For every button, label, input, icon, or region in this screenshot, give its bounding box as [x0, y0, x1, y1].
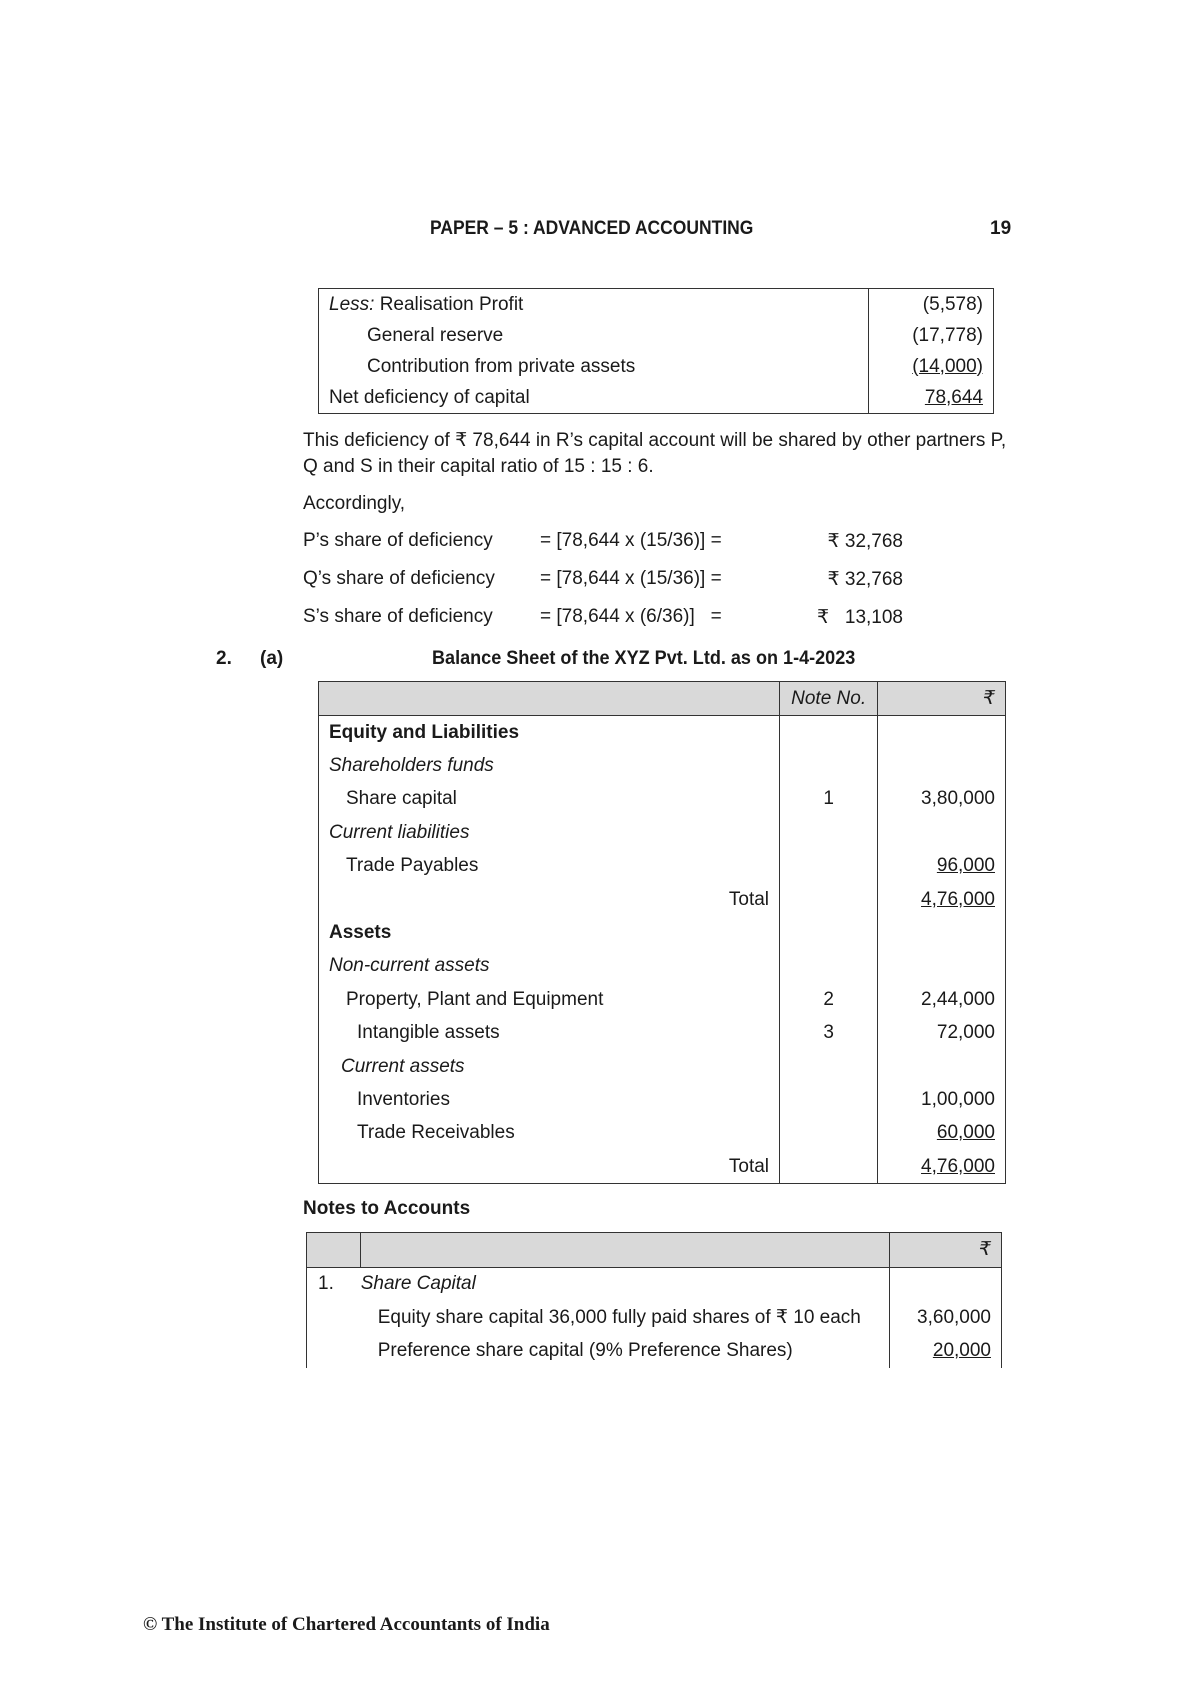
notes-table — [306, 1232, 1002, 1368]
row-amount: 96,000 — [936, 855, 995, 877]
row-amount: (5,578) — [922, 293, 983, 315]
share-formula: = [78,644 x (15/36)] = — [540, 568, 722, 589]
table-header-row — [307, 1233, 1002, 1268]
table-row — [319, 883, 1006, 916]
row-amount: 20,000 — [932, 1340, 991, 1362]
question-number: 2. — [216, 648, 232, 669]
rupee-header: ₹ — [878, 682, 1006, 716]
subsection-heading: Non-current assets — [319, 950, 780, 983]
note-number: 1. — [318, 1273, 334, 1295]
row-label: Preference share capital (9% Preference Shares) — [377, 1340, 793, 1362]
table-row — [319, 950, 1006, 983]
row-amount: 2,44,000 — [921, 988, 995, 1010]
table-row — [319, 783, 1006, 816]
rupee-header: ₹ — [889, 1233, 1001, 1268]
row-note: 3 — [780, 1017, 878, 1050]
total-label: Total — [319, 1150, 780, 1184]
table-row — [319, 1083, 1006, 1116]
page-header-title: PAPER – 5 : ADVANCED ACCOUNTING — [430, 218, 754, 239]
question-part: (a) — [260, 648, 284, 669]
row-label: General reserve — [319, 320, 869, 351]
share-row-p — [303, 530, 903, 568]
table-row — [319, 1150, 1006, 1184]
row-amount: 1,00,000 — [921, 1088, 995, 1110]
section-heading: Assets — [319, 916, 780, 949]
row-label: Trade Receivables — [319, 1117, 780, 1150]
table-row — [319, 382, 994, 414]
table-row — [319, 351, 994, 382]
row-amount: (17,778) — [912, 324, 983, 346]
table-row — [319, 749, 1006, 782]
deficiency-paragraph: This deficiency of ₹ 78,644 in R’s capital account will be shared by other partners P, Q and S in their capital ratio of 15 : 15 : 6. — [303, 430, 1007, 477]
section-heading: Equity and Liabilities — [319, 716, 780, 750]
row-label: Inventories — [319, 1083, 780, 1116]
row-note: 1 — [780, 783, 878, 816]
table-row — [307, 1267, 1002, 1301]
share-label: Q’s share of deficiency — [303, 568, 495, 589]
row-amount: (14,000) — [912, 355, 983, 377]
share-amount: ₹ 32,768 — [827, 531, 903, 552]
share-row-s — [303, 606, 903, 644]
note-heading: Share Capital — [361, 1267, 890, 1301]
balance-sheet-table — [318, 681, 1006, 1184]
page-number: 19 — [990, 218, 1012, 239]
row-label: Share capital — [319, 783, 780, 816]
row-note: 2 — [780, 983, 878, 1016]
subsection-heading: Current assets — [319, 1050, 780, 1083]
table-row — [319, 850, 1006, 883]
total-amount: 4,76,000 — [921, 1155, 995, 1177]
table-row — [319, 1050, 1006, 1083]
table-row — [319, 983, 1006, 1016]
row-amount: 72,000 — [936, 1022, 995, 1044]
subsection-heading: Current liabilities — [319, 816, 780, 849]
share-row-q — [303, 568, 903, 606]
table-row — [319, 816, 1006, 849]
table-row — [319, 289, 994, 321]
row-label: Net deficiency of capital — [319, 382, 869, 414]
note-no-header: Note No. — [780, 682, 878, 716]
deficiency-shares — [303, 530, 903, 644]
row-label: Trade Payables — [319, 850, 780, 883]
subsection-heading: Shareholders funds — [319, 749, 780, 782]
row-amount: 60,000 — [936, 1122, 995, 1144]
share-amount: ₹ 32,768 — [827, 569, 903, 590]
row-amount: 78,644 — [924, 386, 983, 408]
row-label: Realisation Profit — [374, 293, 524, 315]
accordingly-text: Accordingly, — [303, 493, 406, 514]
row-label: Intangible assets — [319, 1017, 780, 1050]
table-row — [319, 320, 994, 351]
share-formula: = [78,644 x (15/36)] = — [540, 530, 722, 551]
table-row — [319, 1117, 1006, 1150]
deficiency-table — [318, 288, 994, 414]
table-row — [319, 716, 1006, 750]
share-formula: = [78,644 x (6/36)] = — [540, 606, 722, 627]
table-row — [319, 916, 1006, 949]
table-row — [307, 1301, 1002, 1335]
share-amount: ₹ 13,108 — [816, 607, 903, 628]
less-prefix: Less: — [329, 293, 375, 315]
row-label: Equity share capital 36,000 fully paid shares of ₹ 10 each — [377, 1307, 861, 1329]
total-amount: 4,76,000 — [921, 888, 995, 910]
copyright-footer: © The Institute of Chartered Accountants of India — [143, 1614, 550, 1635]
balance-sheet-title: Balance Sheet of the XYZ Pvt. Ltd. as on 1-4-2023 — [432, 648, 856, 669]
notes-title: Notes to Accounts — [303, 1198, 471, 1219]
share-label: P’s share of deficiency — [303, 530, 493, 551]
row-amount: 3,80,000 — [921, 788, 995, 810]
row-amount: 3,60,000 — [917, 1306, 991, 1328]
table-header-row — [319, 682, 1006, 716]
total-label: Total — [319, 883, 780, 916]
table-row — [307, 1335, 1002, 1369]
table-row — [319, 1017, 1006, 1050]
share-label: S’s share of deficiency — [303, 606, 493, 627]
row-label: Property, Plant and Equipment — [319, 983, 780, 1016]
row-label: Contribution from private assets — [319, 351, 869, 382]
